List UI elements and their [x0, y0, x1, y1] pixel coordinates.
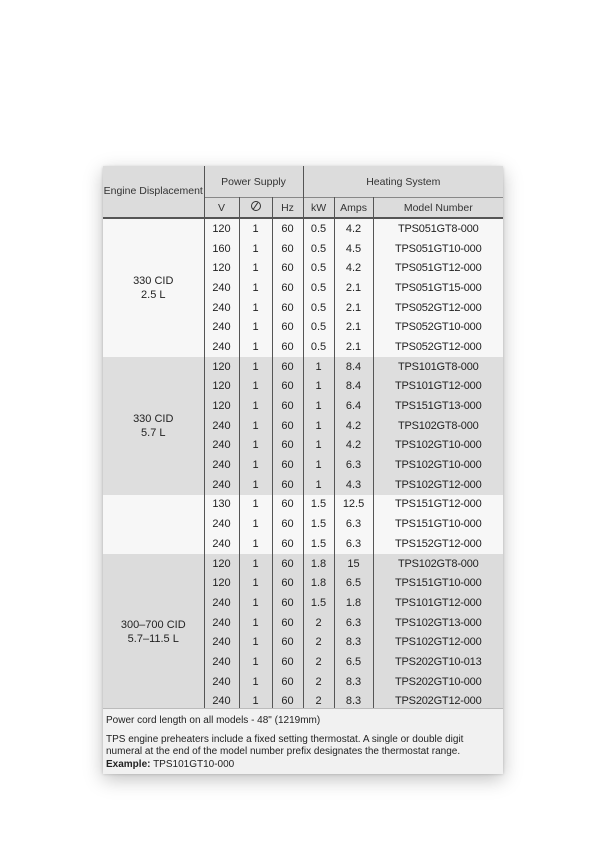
spec-sheet: [103, 166, 503, 773]
cell-amps: 6.3: [334, 613, 373, 633]
cell-volts: 240: [204, 475, 239, 495]
cell-amps: 8.4: [334, 357, 373, 377]
cell-volts: 240: [204, 317, 239, 337]
cell-model-number: TPS102GT8-000: [373, 554, 503, 574]
cell-kilowatts: 1.5: [303, 593, 334, 613]
note-example-value: TPS101GT10-000: [153, 759, 235, 770]
cell-amps: 6.3: [334, 455, 373, 475]
cell-kilowatts: 0.5: [303, 258, 334, 278]
engine-displacement-cell: [103, 357, 204, 495]
cell-volts: 120: [204, 357, 239, 377]
cell-phase: 1: [239, 436, 272, 456]
cell-hertz: 60: [272, 218, 303, 239]
cell-kilowatts: 1: [303, 396, 334, 416]
cell-phase: 1: [239, 357, 272, 377]
cell-phase: 1: [239, 593, 272, 613]
table-header: [103, 166, 503, 218]
table-row: [103, 218, 503, 239]
cell-hertz: 60: [272, 652, 303, 672]
cell-amps: 2.1: [334, 337, 373, 357]
cell-hertz: 60: [272, 593, 303, 613]
cell-model-number: TPS202GT10-013: [373, 652, 503, 672]
cell-kilowatts: 1: [303, 377, 334, 397]
cell-hertz: 60: [272, 554, 303, 574]
cell-volts: 240: [204, 455, 239, 475]
cell-amps: 4.2: [334, 436, 373, 456]
header-engine-displacement: Engine Displacement: [103, 166, 204, 218]
cell-amps: 15: [334, 554, 373, 574]
cell-model-number: TPS102GT12-000: [373, 475, 503, 495]
cell-hertz: 60: [272, 239, 303, 259]
cell-phase: 1: [239, 278, 272, 298]
cell-amps: 4.2: [334, 258, 373, 278]
cell-volts: 120: [204, 573, 239, 593]
cell-phase: 1: [239, 573, 272, 593]
cell-phase: 1: [239, 337, 272, 357]
cell-kilowatts: 2: [303, 632, 334, 652]
cell-volts: 120: [204, 258, 239, 278]
cell-kilowatts: 1.5: [303, 534, 334, 554]
cell-kilowatts: 1.5: [303, 514, 334, 534]
cell-model-number: TPS102GT10-000: [373, 436, 503, 456]
cell-hertz: 60: [272, 416, 303, 436]
cell-volts: 240: [204, 298, 239, 318]
cell-model-number: TPS051GT8-000: [373, 218, 503, 239]
engine-displacement-cell: [103, 554, 204, 712]
cell-model-number: TPS151GT10-000: [373, 573, 503, 593]
displacement-liters: 5.7–11.5 L: [127, 633, 179, 646]
cell-volts: 120: [204, 554, 239, 574]
cell-kilowatts: 2: [303, 652, 334, 672]
cell-model-number: TPS052GT12-000: [373, 298, 503, 318]
spec-table: [103, 166, 503, 711]
cell-phase: 1: [239, 377, 272, 397]
cell-kilowatts: 2: [303, 692, 334, 712]
cell-model-number: TPS151GT13-000: [373, 396, 503, 416]
cell-phase: 1: [239, 317, 272, 337]
cell-model-number: TPS101GT8-000: [373, 357, 503, 377]
cell-hertz: 60: [272, 632, 303, 652]
cell-volts: 240: [204, 632, 239, 652]
cell-kilowatts: 2: [303, 613, 334, 633]
cell-hertz: 60: [272, 573, 303, 593]
cell-kilowatts: 1: [303, 416, 334, 436]
cell-volts: 240: [204, 278, 239, 298]
cell-phase: 1: [239, 534, 272, 554]
cell-kilowatts: 0.5: [303, 278, 334, 298]
note-cord-length: Power cord length on all models - 48" (1219mm): [106, 715, 321, 726]
cell-volts: 160: [204, 239, 239, 259]
cell-hertz: 60: [272, 278, 303, 298]
cell-phase: 1: [239, 632, 272, 652]
cell-volts: 240: [204, 652, 239, 672]
cell-volts: 240: [204, 337, 239, 357]
cell-amps: 4.5: [334, 239, 373, 259]
cell-phase: 1: [239, 258, 272, 278]
cell-phase: 1: [239, 495, 272, 515]
cell-hertz: 60: [272, 613, 303, 633]
cell-phase: 1: [239, 475, 272, 495]
cell-amps: 2.1: [334, 278, 373, 298]
cell-amps: 2.1: [334, 298, 373, 318]
cell-kilowatts: 1.8: [303, 573, 334, 593]
cell-kilowatts: 0.5: [303, 317, 334, 337]
table-row: [103, 495, 503, 515]
cell-amps: 8.3: [334, 632, 373, 652]
cell-phase: 1: [239, 692, 272, 712]
engine-displacement-cell: [103, 495, 204, 554]
cell-amps: 4.3: [334, 475, 373, 495]
cell-phase: 1: [239, 652, 272, 672]
cell-amps: 4.2: [334, 416, 373, 436]
header-kilowatts: kW: [303, 198, 334, 219]
cell-model-number: TPS052GT10-000: [373, 317, 503, 337]
cell-amps: 4.2: [334, 218, 373, 239]
header-amps: Amps: [334, 198, 373, 219]
cell-volts: 240: [204, 514, 239, 534]
cell-hertz: 60: [272, 396, 303, 416]
cell-phase: 1: [239, 613, 272, 633]
cell-volts: 120: [204, 218, 239, 239]
cell-volts: 240: [204, 672, 239, 692]
cell-hertz: 60: [272, 317, 303, 337]
table-row: [103, 554, 503, 574]
cell-hertz: 60: [272, 514, 303, 534]
cell-kilowatts: 2: [303, 672, 334, 692]
cell-model-number: TPS052GT12-000: [373, 337, 503, 357]
cell-phase: 1: [239, 455, 272, 475]
cell-model-number: TPS102GT13-000: [373, 613, 503, 633]
cell-volts: 120: [204, 377, 239, 397]
displacement-cid: 330 CID: [133, 412, 174, 425]
cell-model-number: TPS151GT10-000: [373, 514, 503, 534]
phase-icon: [251, 201, 261, 211]
header-power-supply: Power Supply: [204, 166, 303, 198]
cell-model-number: TPS202GT10-000: [373, 672, 503, 692]
cell-hertz: 60: [272, 357, 303, 377]
cell-hertz: 60: [272, 475, 303, 495]
cell-amps: 12.5: [334, 495, 373, 515]
cell-volts: 240: [204, 593, 239, 613]
cell-phase: 1: [239, 554, 272, 574]
cell-model-number: TPS101GT12-000: [373, 377, 503, 397]
note-example: [106, 759, 234, 770]
cell-kilowatts: 1.8: [303, 554, 334, 574]
cell-kilowatts: 1: [303, 475, 334, 495]
header-heating-system: Heating System: [303, 166, 503, 198]
cell-hertz: 60: [272, 455, 303, 475]
cell-model-number: TPS102GT8-000: [373, 416, 503, 436]
header-phase: [239, 198, 272, 219]
cell-amps: 8.4: [334, 377, 373, 397]
cell-model-number: TPS151GT12-000: [373, 495, 503, 515]
displacement-cid: 300–700 CID: [120, 619, 186, 632]
cell-kilowatts: 1: [303, 455, 334, 475]
header-hertz: Hz: [272, 198, 303, 219]
cell-kilowatts: 0.5: [303, 337, 334, 357]
cell-amps: 8.3: [334, 692, 373, 712]
cell-amps: 6.5: [334, 573, 373, 593]
cell-phase: 1: [239, 396, 272, 416]
cell-hertz: 60: [272, 377, 303, 397]
cell-amps: 6.3: [334, 514, 373, 534]
cell-amps: 2.1: [334, 317, 373, 337]
header-volts: V: [204, 198, 239, 219]
cell-phase: 1: [239, 416, 272, 436]
cell-kilowatts: 1: [303, 436, 334, 456]
cell-kilowatts: 1.5: [303, 495, 334, 515]
cell-volts: 240: [204, 692, 239, 712]
cell-model-number: TPS101GT12-000: [373, 593, 503, 613]
cell-volts: 120: [204, 396, 239, 416]
cell-hertz: 60: [272, 298, 303, 318]
cell-model-number: TPS102GT10-000: [373, 455, 503, 475]
cell-amps: 1.8: [334, 593, 373, 613]
cell-hertz: 60: [272, 337, 303, 357]
cell-amps: 6.3: [334, 534, 373, 554]
cell-hertz: 60: [272, 692, 303, 712]
cell-kilowatts: 0.5: [303, 298, 334, 318]
cell-amps: 6.4: [334, 396, 373, 416]
cell-kilowatts: 0.5: [303, 239, 334, 259]
cell-phase: 1: [239, 514, 272, 534]
cell-hertz: 60: [272, 436, 303, 456]
cell-phase: 1: [239, 672, 272, 692]
cell-amps: 6.5: [334, 652, 373, 672]
cell-kilowatts: 1: [303, 357, 334, 377]
cell-volts: 130: [204, 495, 239, 515]
cell-amps: 8.3: [334, 672, 373, 692]
cell-volts: 240: [204, 534, 239, 554]
cell-hertz: 60: [272, 672, 303, 692]
displacement-cid: 330 CID: [133, 274, 174, 287]
cell-model-number: TPS102GT12-000: [373, 632, 503, 652]
cell-hertz: 60: [272, 258, 303, 278]
table-body: [103, 218, 503, 711]
note-example-label: Example:: [106, 759, 151, 770]
cell-model-number: TPS152GT12-000: [373, 534, 503, 554]
cell-phase: 1: [239, 239, 272, 259]
cell-hertz: 60: [272, 534, 303, 554]
cell-volts: 240: [204, 436, 239, 456]
displacement-liters: 5.7 L: [141, 426, 166, 439]
cell-model-number: TPS202GT12-000: [373, 692, 503, 712]
displacement-liters: 2.5 L: [141, 288, 166, 301]
cell-volts: 240: [204, 416, 239, 436]
note-thermostat-description: TPS engine preheaters include a fixed setting thermostat. A single or double digit numeral at the end of the model number prefix designates the thermostat range.: [106, 734, 464, 757]
cell-phase: 1: [239, 218, 272, 239]
cell-kilowatts: 0.5: [303, 218, 334, 239]
cell-volts: 240: [204, 613, 239, 633]
cell-phase: 1: [239, 298, 272, 318]
notes-section: [103, 708, 503, 774]
engine-displacement-cell: [103, 218, 204, 357]
table-row: [103, 357, 503, 377]
cell-model-number: TPS051GT12-000: [373, 258, 503, 278]
header-model-number: Model Number: [373, 198, 503, 219]
cell-model-number: TPS051GT10-000: [373, 239, 503, 259]
cell-hertz: 60: [272, 495, 303, 515]
cell-model-number: TPS051GT15-000: [373, 278, 503, 298]
